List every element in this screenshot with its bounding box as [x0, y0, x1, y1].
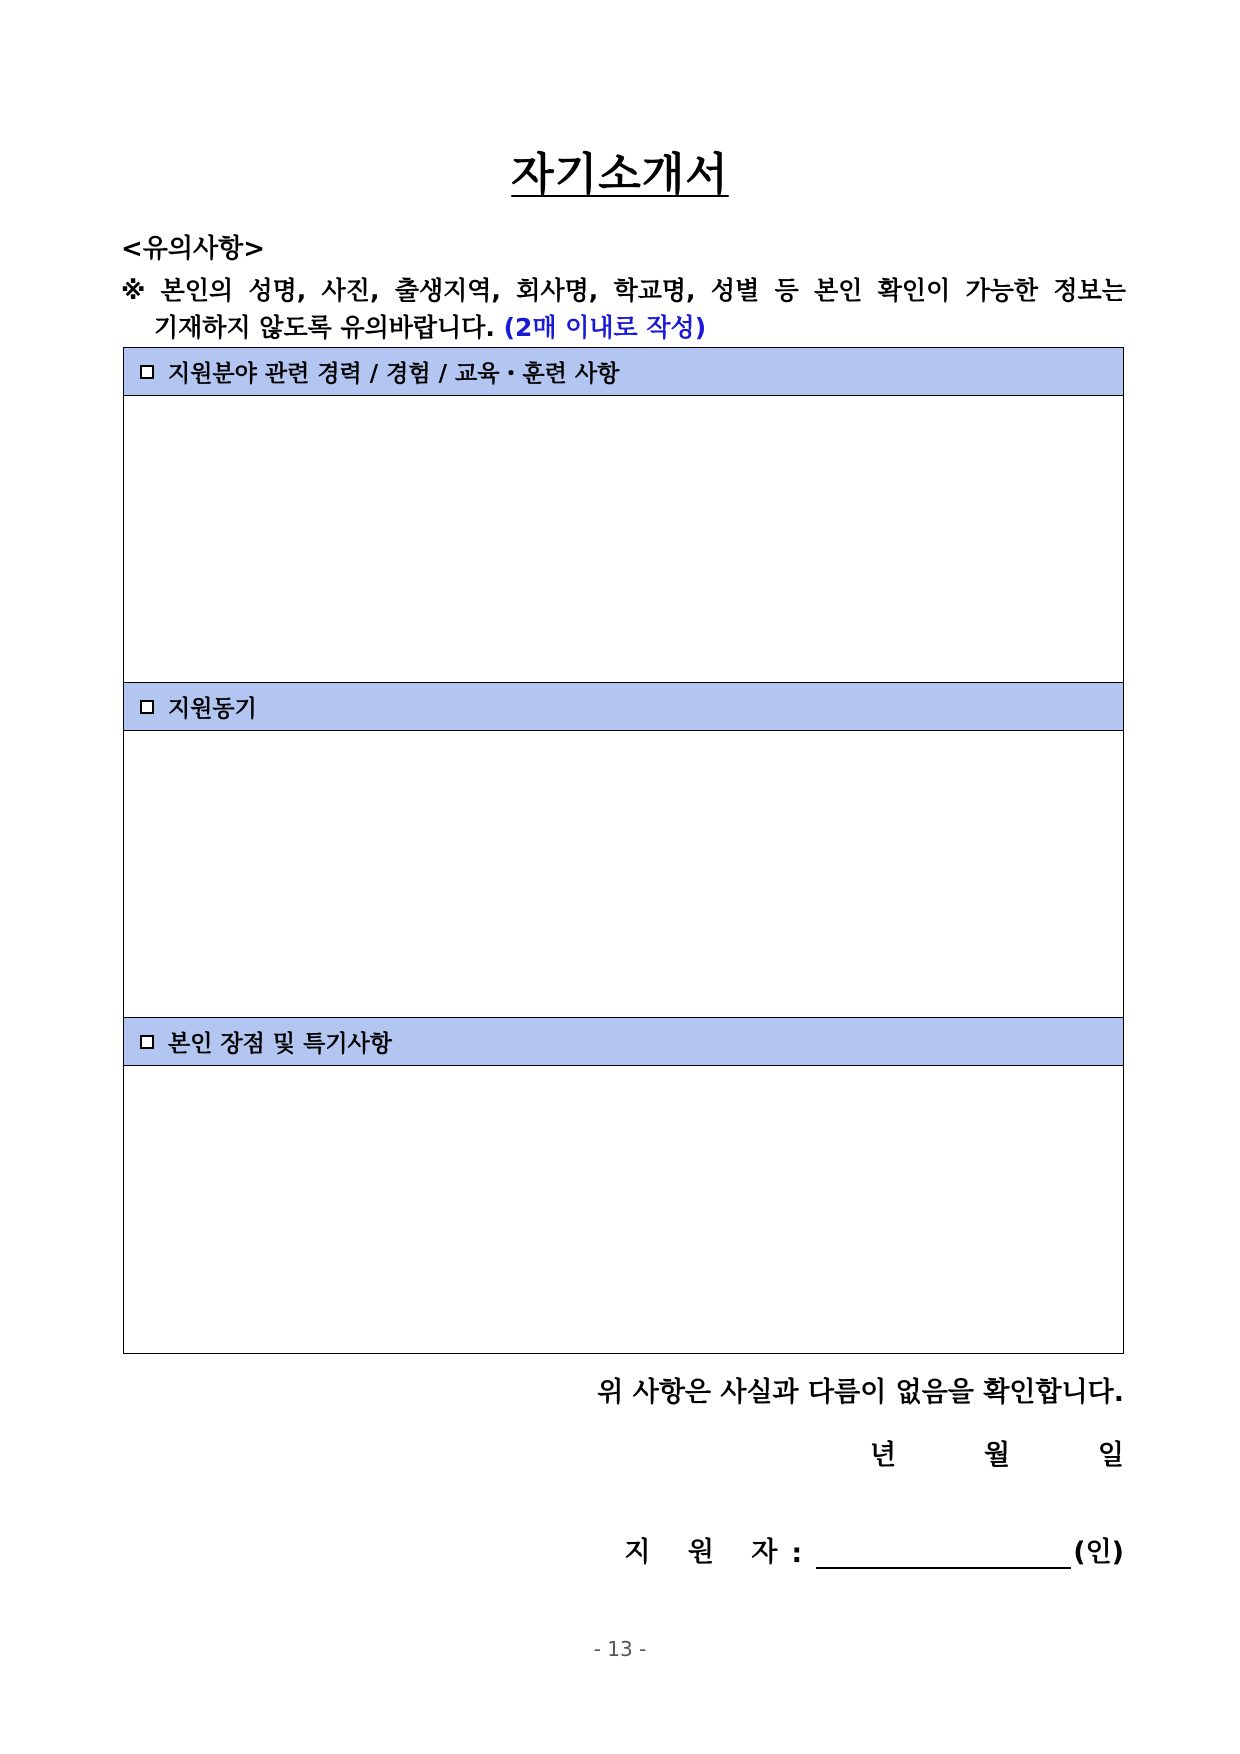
notice-page-limit: (2매 이내로 작성) [503, 313, 707, 342]
date-month-label: 월 [983, 1440, 1011, 1471]
notice-word: 본인 [814, 276, 863, 305]
section-header-experience [124, 348, 1123, 396]
notice-word: 성명, [248, 276, 307, 305]
section-label-motivation: 지원동기 [168, 696, 257, 722]
notice-word: 본인의 [160, 276, 234, 305]
section-body-experience[interactable] [124, 396, 1123, 683]
section-header-motivation [124, 683, 1123, 731]
section-label-strengths: 본인 장점 및 특기사항 [168, 1031, 392, 1057]
page-number: - 13 - [593, 1637, 647, 1661]
section-header-strengths [124, 1018, 1123, 1066]
section-body-strengths[interactable] [124, 1066, 1123, 1353]
section-body-motivation[interactable] [124, 731, 1123, 1018]
notice-line-1 [121, 272, 1126, 309]
confirmation-statement: 위 사항은 사실과 다름이 없음을 확인합니다. [597, 1377, 1124, 1408]
notice-word: 정보는 [1053, 276, 1126, 305]
checkbox-icon [140, 365, 154, 379]
date-year-label: 년 [870, 1440, 897, 1471]
notice-word: 학교명, [613, 276, 696, 305]
self-introduction-form [123, 347, 1124, 1354]
notice-word: 회사명, [516, 276, 599, 305]
notice-word: 등 [774, 276, 799, 305]
document-title: 자기소개서 [511, 149, 729, 200]
checkbox-icon [140, 700, 154, 714]
applicant-label: 지 원 자 [624, 1537, 792, 1568]
notice-line-2 [121, 309, 1126, 346]
notice-word: 출생지역, [394, 276, 501, 305]
checkbox-icon [140, 1035, 154, 1049]
date-fields [870, 1433, 1124, 1472]
notice-word: 사진, [321, 276, 380, 305]
notice-heading: <유의사항> [121, 234, 266, 264]
date-day-label: 일 [1097, 1440, 1124, 1471]
notice-word: ※ [121, 276, 146, 305]
notice-line-2-text: 기재하지 않도록 유의바랍니다. [154, 313, 495, 342]
notice-word: 확인이 [877, 276, 951, 305]
applicant-colon: : [791, 1538, 803, 1569]
notice-word: 가능한 [965, 276, 1039, 305]
applicant-signature [624, 1530, 1124, 1569]
notice-text [121, 272, 1126, 346]
applicant-name-field[interactable] [816, 1537, 1071, 1569]
seal-label: (인) [1073, 1537, 1124, 1568]
notice-word: 성별 [710, 276, 760, 305]
section-label-experience: 지원분야 관련 경력 / 경험 / 교육・훈련 사항 [168, 361, 620, 387]
